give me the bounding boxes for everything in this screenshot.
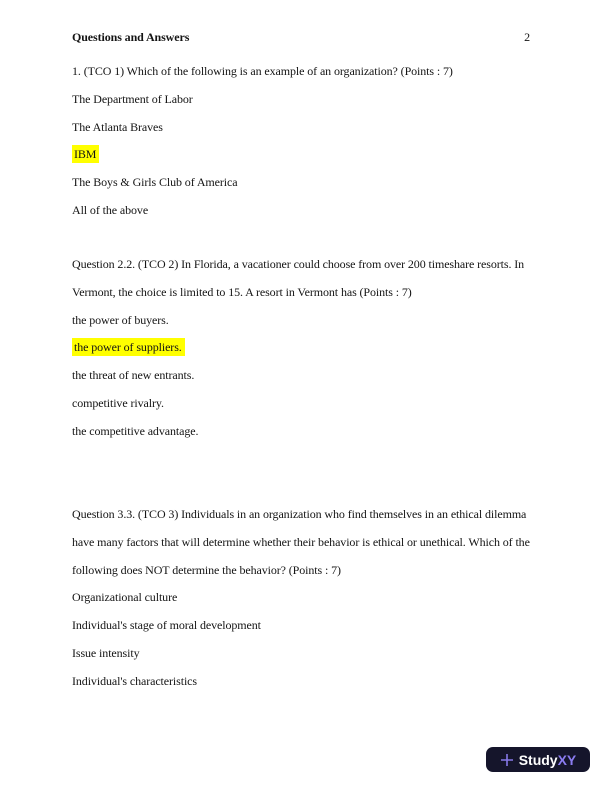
logo-brand-text: Study (518, 751, 558, 768)
studyxy-logo-badge (486, 747, 590, 772)
question-2 (72, 251, 524, 446)
question-3-option: Individual's characteristics (72, 673, 197, 688)
question-2-option: the power of buyers. (72, 312, 169, 327)
plus-icon (500, 753, 514, 767)
logo-wordmark (519, 752, 577, 768)
question-1-option-answer (72, 141, 453, 169)
question-2-option-answer (72, 334, 524, 362)
question-3-option: Issue intensity (72, 645, 140, 660)
question-2-prompt: Question 2.2. (TCO 2) In Florida, a vacationer could choose from over 200 timeshare resorts. In (72, 257, 525, 271)
question-2-option: the competitive advantage. (72, 423, 199, 438)
highlighted-answer: the power of suppliers. (72, 338, 185, 356)
question-1-option: The Boys & Girls Club of America (72, 175, 238, 190)
highlighted-answer: IBM (72, 145, 99, 163)
question-1-option: The Department of Labor (72, 91, 193, 106)
question-2-option: the threat of new entrants. (72, 368, 195, 383)
question-3-option: Individual's stage of moral development (72, 618, 261, 633)
page-number: 2 (524, 30, 530, 44)
page-header (72, 24, 530, 52)
question-1 (72, 58, 453, 225)
question-1-prompt: 1. (TCO 1) Which of the following is an example of an organization? (Points : 7) (72, 64, 453, 78)
question-3 (72, 501, 530, 696)
question-2-option: competitive rivalry. (72, 395, 164, 410)
question-3-option: Organizational culture (72, 590, 178, 605)
question-2-prompt: Vermont, the choice is limited to 15. A resort in Vermont has (Points : 7) (72, 284, 412, 299)
question-1-option: The Atlanta Braves (72, 119, 163, 134)
question-1-option: All of the above (72, 202, 149, 217)
question-3-prompt: following does NOT determine the behavior? (Points : 7) (72, 562, 341, 577)
question-3-prompt: Question 3.3. (TCO 3) Individuals in an organization who find themselves in an ethical dilemma (72, 507, 527, 521)
logo-brand-accent-text: XY (557, 751, 577, 768)
document-title: Questions and Answers (72, 30, 190, 44)
question-3-prompt: have many factors that will determine whether their behavior is ethical or unethical. Which of the (72, 534, 530, 549)
